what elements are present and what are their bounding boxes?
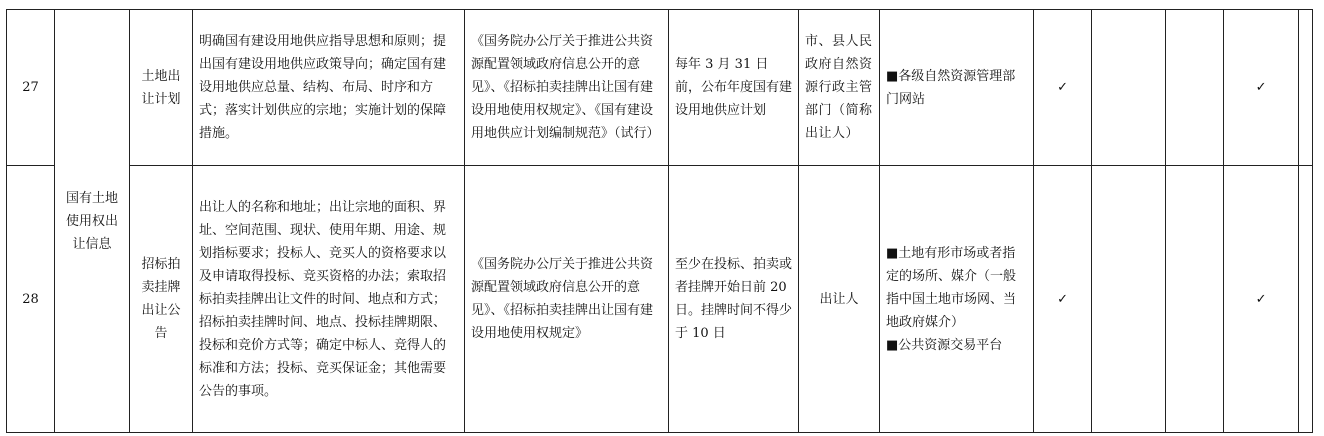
- table-row: [7, 10, 1313, 166]
- item-name: 招标拍卖挂牌出让公告: [130, 166, 193, 433]
- content-cell: 明确国有建设用地供应指导思想和原则；提出国有建设用地供应政策导向；确定国有建设用地供应总量、结构、布局、时序和方式；落实计划供应的宗地；实施计划的保障措施。: [193, 10, 465, 166]
- table-row: [7, 166, 1313, 433]
- empty-cell: [1299, 10, 1313, 166]
- empty-cell: [1299, 166, 1313, 433]
- empty-cell: [1166, 10, 1224, 166]
- check-mark: ✓: [1224, 166, 1299, 433]
- check-mark: ✓: [1224, 10, 1299, 166]
- channel-cell: [880, 166, 1034, 433]
- subject-cell: 市、县人民政府自然资源行政主管部门（简称出让人）: [799, 10, 880, 166]
- empty-cell: [1092, 10, 1166, 166]
- deadline-cell: 至少在投标、拍卖或者挂牌开始日前 20 日。挂牌时间不得少于 10 日: [669, 166, 799, 433]
- channel-item: ■各级自然资源管理部门网站: [886, 68, 1016, 107]
- empty-cell: [1166, 166, 1224, 433]
- basis-cell: 《国务院办公厅关于推进公共资源配置领域政府信息公开的意见》、《招标拍卖挂牌出让国有建设用地使用权规定》、《国有建设用地供应计划编制规范》（试行）: [465, 10, 669, 166]
- basis-cell: 《国务院办公厅关于推进公共资源配置领域政府信息公开的意见》、《招标拍卖挂牌出让国有建设用地使用权规定》: [465, 166, 669, 433]
- deadline-cell: 每年 3 月 31 日前，公布年度国有建设用地供应计划: [669, 10, 799, 166]
- content-cell: 出让人的名称和地址；出让宗地的面积、界址、空间范围、现状、使用年期、用途、规划指标要求；投标人、竞买人的资格要求以及申请取得投标、竞买资格的办法；索取招标拍卖挂牌出让文件的时间、地点和方式；招标拍卖挂牌时间、地点、投标挂牌期限、投标和竞价方式等；确定中标人、竞得人的标准和方法；投标、竞买保证金；其他需要公告的事项。: [193, 166, 465, 433]
- empty-cell: [1092, 166, 1166, 433]
- subject-cell: 出让人: [799, 166, 880, 433]
- item-name: 土地出让计划: [130, 10, 193, 166]
- category-cell: 国有土地使用权出让信息: [55, 10, 130, 433]
- channel-cell: [880, 10, 1034, 166]
- row-number: 28: [7, 166, 55, 433]
- row-number: 27: [7, 10, 55, 166]
- check-mark: ✓: [1034, 10, 1092, 166]
- check-mark: ✓: [1034, 166, 1092, 433]
- disclosure-table: [6, 9, 1313, 433]
- channel-item: ■土地有形市场或者指定的场所、媒介（一般指中国土地市场网、当地政府媒介）: [886, 245, 1017, 330]
- channel-item: ■公共资源交易平台: [886, 337, 1003, 353]
